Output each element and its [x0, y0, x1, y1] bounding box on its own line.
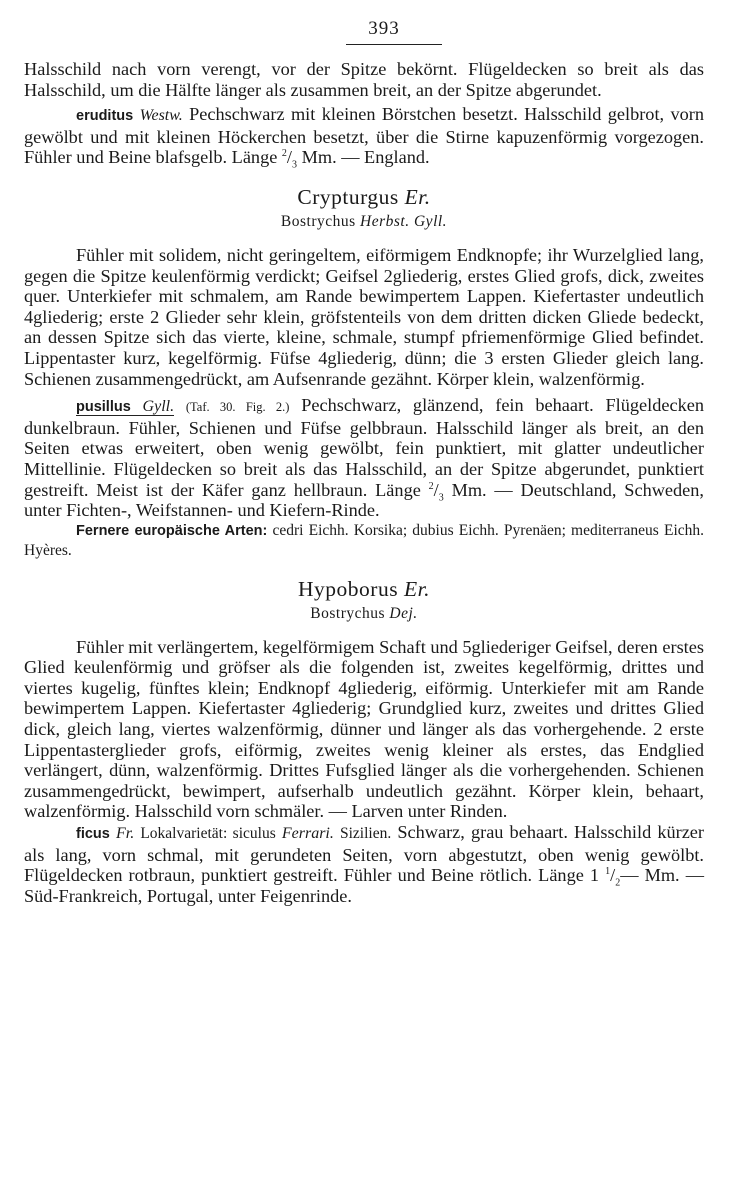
- synonym-author: Dej.: [389, 604, 418, 622]
- synonym-name: Bostrychus: [310, 604, 386, 622]
- genus-heading-hypoborus: [24, 577, 704, 602]
- species-eruditus: eruditus Westw. Pechschwarz mit kleinen Börstchen besetzt. Halsschild gelbrot, vorn gewölbt und mit kleinen Höckerchen besetzt, über die Stirne kapuzenförmig vorgezogen. Fühler und Beine blafsgelb. Länge $^2/_3$ Mm. — England.: [24, 104, 705, 172]
- species-author: Westw.: [139, 107, 183, 125]
- species-tail: Mm. — Deutschland, Schweden, unter Fichten-, Weifstannen- und Kiefern-Rinde.: [24, 479, 704, 521]
- length-denominator: 3: [292, 160, 298, 172]
- variety-location: Sizilien.: [339, 825, 392, 843]
- length-denominator: 2: [615, 877, 621, 889]
- genus-name: Crypturgus: [297, 184, 399, 209]
- further-text: cedri Eichh. Korsika; dubius Eichh. Pyrenäen; mediterraneus Eichh. Hyères.: [24, 521, 705, 559]
- genus-heading-crypturgus: [24, 185, 704, 210]
- intro-paragraph: Halsschild nach vorn verengt, vor der Spitze bekörnt. Flügeldecken so breit als das Halsschild, um die Hälfte länger als zusammen breit, an der Spitze abgerundet.: [24, 59, 704, 100]
- synonym-name: Bostrychus: [280, 212, 356, 230]
- length-numerator: 2: [428, 480, 434, 492]
- species-name: pusillus: [76, 399, 131, 416]
- length-numerator: 1: [605, 866, 611, 878]
- synonym-author: Herbst. Gyll.: [360, 212, 448, 230]
- length-denominator: 3: [438, 492, 444, 504]
- genus-description-crypturgus: Fühler mit solidem, nicht geringeltem, eiförmigem Endknopfe; ihr Wurzelglied lang, gegen die Spitze keulenförmig verdickt; Geifsel 2gliederig, erstes Glied grofs, dick, zweites quer. Unterkiefer mit schmalem, am Rande bewimpertem Lappen. Kiefertaster undeutlich 4gliederig; erste 2 Glieder sehr klein, gröfstenteils von dem dritten dicken Gliede bedeckt, an dessen Spitze sich das vierte, kleine, schmale, stumpf pfriemenförmige Glied befindet. Lippentaster kurz, kegelförmig. Füfse 4gliederig, dünn; die 3 ersten Glieder gleich lang. Schienen zusammengedrückt, am Aufsenrande gezähnt. Körper klein, walzenförmig.: [24, 244, 704, 389]
- species-name: ficus: [76, 826, 110, 843]
- variety-author: Ferrari.: [281, 825, 334, 843]
- further-species: [24, 521, 704, 560]
- species-name: eruditus: [76, 108, 134, 125]
- genus-name: Hypoborus: [298, 576, 399, 601]
- species-text: Schwarz, grau behaart. Halsschild kürzer als lang, vorn schmal, mit gerundeten Seiten, vorn abgestutzt, oben wenig gewölbt. Flügeldecken rotbraun, punktiert gestreift. Fühler und Beine rötlich. Länge 1: [24, 822, 705, 886]
- page-number: 393: [368, 18, 400, 39]
- variety-label: Lokalvarietät: siculus: [140, 825, 276, 843]
- genus-synonym: [24, 213, 704, 231]
- species-text: Pechschwarz, glänzend, fein behaart. Flügeldecken dunkelbraun. Fühler, Schienen und Füfse gelbbraun. Halsschild länger als breit, an den Seiten etwas erweitert, oben wenig gewölbt, fein punktiert, mit glatter undeutlicher Mittellinie. Flügeldecken so breit als das Halsschild, an der Spitze abgerundet, punktiert gestreift. Meist ist der Käfer ganz hellbraun. Länge: [24, 395, 704, 500]
- length-numerator: 2: [281, 148, 287, 160]
- species-tail: — Mm. — Süd-Frankreich, Portugal, unter Feigenrinde.: [24, 865, 704, 906]
- genus-author: Er.: [403, 576, 430, 601]
- species-author: Fr.: [115, 825, 135, 843]
- genus-description-hypoborus: Fühler mit verlängertem, kegelförmigem Schaft und 5gliederiger Geifsel, deren erstes Glied keulenförmig und gröfser als die folgenden ist, zweites kegelförmig, drittes und viertes kugelig, fünftes klein; Endknopf 4gliederig, eiförmig. Unterkiefer mit am Rande bewimpertem Lappen. Kiefertaster 4gliederig; Grundglied kurz, zweites und drittes Glied dick, gleich lang, viertes walzenförmig, dünner und länger als das vorhergehende. 2 erste Lippentasterglieder grofs, eiförmig, zweites wenig kleiner als erstes, das Endglied verlängert, dünn, walzenförmig. Drittes Fufsglied länger als die vorhergehenden. Schienen zusammengedrückt, bewimpert, aufserhalb undeutlich gezähnt. Körper klein, behaart, walzenförmig. Halsschild vorn schmäler. — Larven unter Rinden.: [24, 636, 704, 822]
- genus-author: Er.: [404, 184, 431, 209]
- species-author: Gyll.: [142, 398, 175, 416]
- page-number-rule: [346, 44, 442, 45]
- species-tail: Mm. — England.: [301, 147, 430, 168]
- further-label: Fernere europäische Arten:: [76, 522, 268, 539]
- plate-reference: (Taf. 30. Fig. 2.): [185, 400, 290, 415]
- species-pusillus: pusillus Gyll. (Taf. 30. Fig. 2.) Pechschwarz, glänzend, fein behaart. Flügeldecken dunkelbraun. Fühler, Schienen und Füfse gelbbraun. Halsschild länger als breit, an den Seiten etwas erweitert, oben wenig gewölbt, fein punktiert, mit glatter undeutlicher Mittellinie. Flügeldecken so breit als das Halsschild, an der Spitze abgerundet, punktiert gestreift. Meist ist der Käfer ganz hellbraun. Länge $^2/_3$ Mm. — Deutschland, Schweden, unter Fichten-, Weifstannen- und Kiefern-Rinde.: [24, 395, 704, 521]
- species-ficus: ficus Fr. Lokalvarietät: siculus Ferrari. Sizilien. Schwarz, grau behaart. Halsschild kürzer als lang, vorn schmal, mit gerundeten Seiten, vorn abgestutzt, oben wenig gewölbt. Flügeldecken rotbraun, punktiert gestreift. Fühler und Beine rötlich. Länge 1 $^1/_2—$ Mm. — Süd-Frankreich, Portugal, unter Feigenrinde.: [24, 822, 705, 906]
- genus-synonym: [24, 605, 704, 623]
- species-text: Pechschwarz mit kleinen Börstchen besetzt. Halsschild gelbrot, vorn gewölbt und mit kleinen Höckerchen besetzt, über die Stirne kapuzenförmig vorgezogen. Fühler und Beine blafsgelb. Länge: [24, 104, 705, 168]
